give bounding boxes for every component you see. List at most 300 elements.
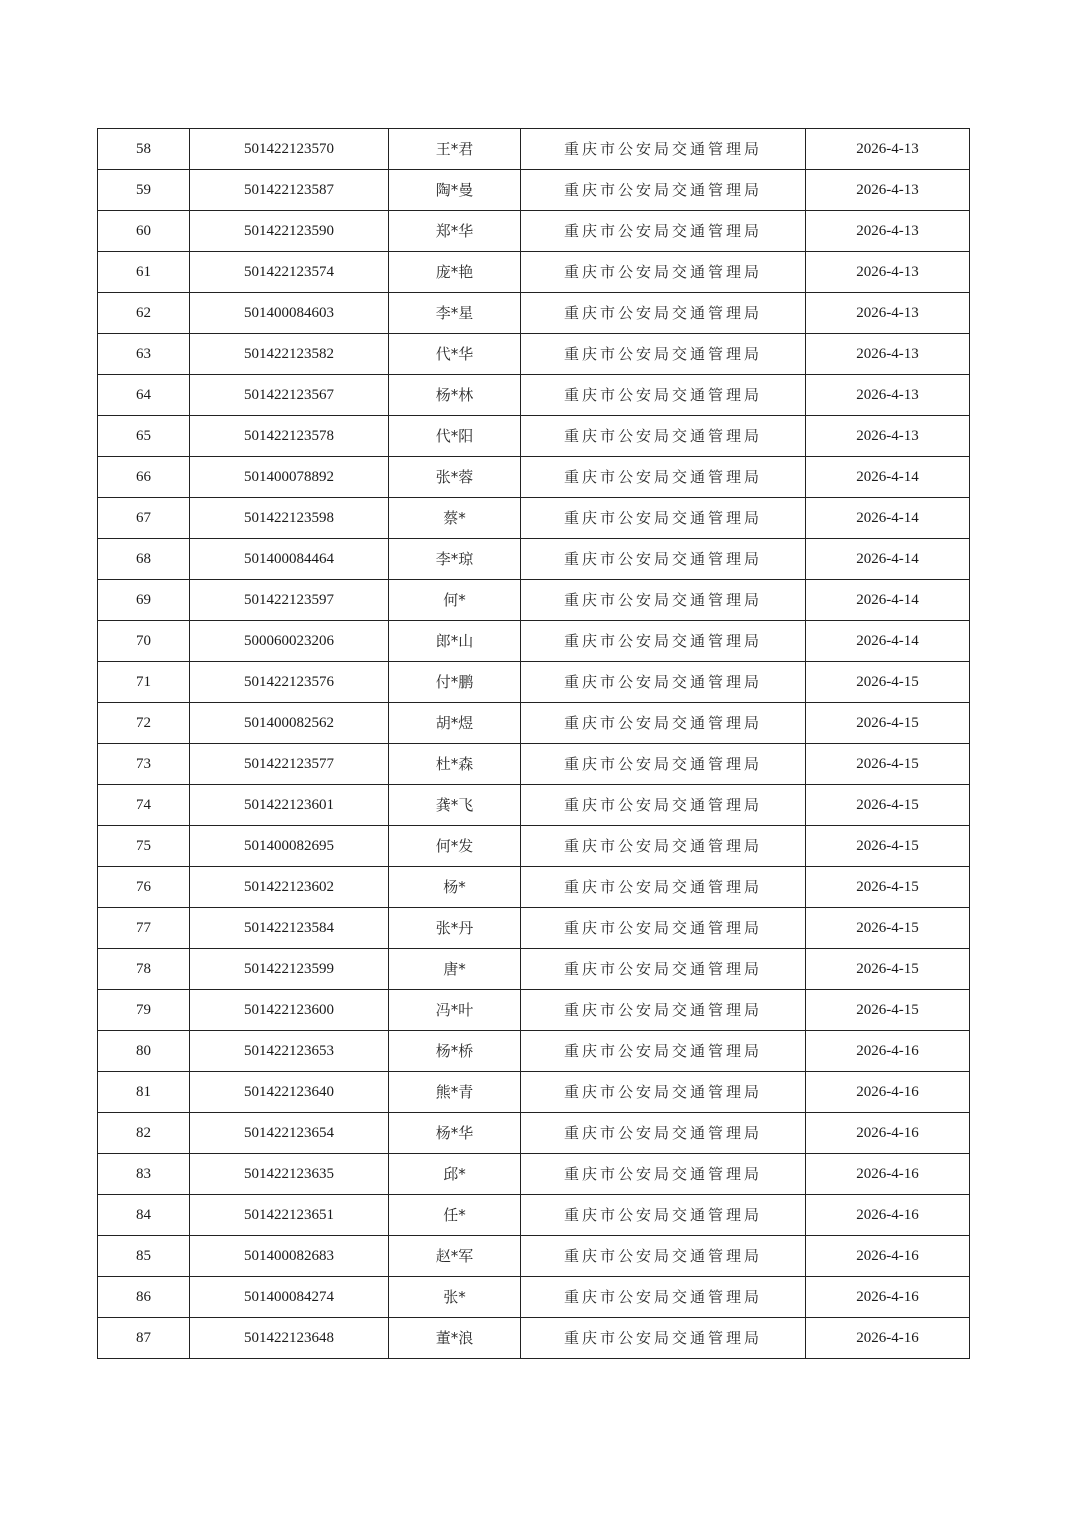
person-name-text: 唐* (443, 960, 466, 978)
issuing-authority-cell (521, 990, 806, 1031)
person-name-text: 何* (443, 591, 466, 609)
certificate-number-text: 501422123600 (244, 1002, 334, 1018)
row-index-text: 61 (136, 264, 151, 280)
certificate-number-cell (190, 416, 389, 457)
certificate-number-cell (190, 170, 389, 211)
date-cell (806, 1318, 970, 1359)
date-cell (806, 1277, 970, 1318)
certificate-number-cell (190, 1072, 389, 1113)
date-cell (806, 1154, 970, 1195)
person-name-text: 杨*林 (435, 386, 474, 404)
date-text: 2026-4-16 (856, 1166, 919, 1182)
certificate-number-text: 501400082683 (244, 1248, 334, 1264)
issuing-authority-text: 重庆市公安局交通管理局 (563, 960, 762, 978)
issuing-authority-cell (521, 949, 806, 990)
certificate-number-text: 501422123654 (244, 1125, 334, 1141)
date-text: 2026-4-16 (856, 1289, 919, 1305)
date-text: 2026-4-14 (856, 510, 919, 526)
issuing-authority-cell (521, 252, 806, 293)
row-index-cell (98, 949, 190, 990)
certificate-number-text: 501422123570 (244, 141, 334, 157)
certificate-number-text: 501422123576 (244, 674, 334, 690)
table-row (98, 539, 970, 580)
issuing-authority-cell (521, 1113, 806, 1154)
issuing-authority-cell (521, 416, 806, 457)
date-cell (806, 703, 970, 744)
certificate-number-cell (190, 785, 389, 826)
row-index-text: 80 (136, 1043, 151, 1059)
table-row (98, 744, 970, 785)
table-row (98, 703, 970, 744)
row-index-text: 64 (136, 387, 151, 403)
issuing-authority-cell (521, 1154, 806, 1195)
certificate-number-cell (190, 1195, 389, 1236)
certificate-number-cell (190, 539, 389, 580)
date-text: 2026-4-14 (856, 551, 919, 567)
row-index-text: 63 (136, 346, 151, 362)
table-row (98, 1072, 970, 1113)
person-name-text: 张* (443, 1288, 466, 1306)
row-index-cell (98, 334, 190, 375)
issuing-authority-cell (521, 498, 806, 539)
table-row (98, 867, 970, 908)
issuing-authority-text: 重庆市公安局交通管理局 (563, 386, 762, 404)
date-cell (806, 580, 970, 621)
row-index-text: 67 (136, 510, 151, 526)
row-index-cell (98, 867, 190, 908)
date-cell (806, 252, 970, 293)
row-index-cell (98, 293, 190, 334)
row-index-text: 68 (136, 551, 151, 567)
row-index-text: 83 (136, 1166, 151, 1182)
certificate-number-text: 501422123578 (244, 428, 334, 444)
issuing-authority-text: 重庆市公安局交通管理局 (563, 714, 762, 732)
date-cell (806, 539, 970, 580)
certificate-number-text: 501422123574 (244, 264, 334, 280)
row-index-text: 58 (136, 141, 151, 157)
person-name-text: 胡*煜 (435, 714, 474, 732)
certificate-number-text: 501422123584 (244, 920, 334, 936)
date-text: 2026-4-13 (856, 264, 919, 280)
table-row (98, 1154, 970, 1195)
table-row (98, 293, 970, 334)
person-name-cell (389, 826, 521, 867)
issuing-authority-text: 重庆市公安局交通管理局 (563, 1001, 762, 1019)
person-name-cell (389, 1113, 521, 1154)
issuing-authority-cell (521, 908, 806, 949)
row-index-cell (98, 908, 190, 949)
person-name-text: 赵*军 (435, 1247, 474, 1265)
person-name-text: 熊*青 (435, 1083, 474, 1101)
issuing-authority-text: 重庆市公安局交通管理局 (563, 837, 762, 855)
row-index-text: 62 (136, 305, 151, 321)
issuing-authority-text: 重庆市公安局交通管理局 (563, 632, 762, 650)
date-cell (806, 375, 970, 416)
table-row (98, 908, 970, 949)
issuing-authority-text: 重庆市公安局交通管理局 (563, 550, 762, 568)
issuing-authority-cell (521, 1236, 806, 1277)
person-name-text: 董*浪 (435, 1329, 474, 1347)
roster-table (97, 128, 970, 1359)
table-row (98, 826, 970, 867)
person-name-text: 龚*飞 (435, 796, 474, 814)
issuing-authority-text: 重庆市公安局交通管理局 (563, 304, 762, 322)
issuing-authority-text: 重庆市公安局交通管理局 (563, 878, 762, 896)
row-index-text: 84 (136, 1207, 151, 1223)
date-cell (806, 1031, 970, 1072)
row-index-cell (98, 1195, 190, 1236)
issuing-authority-text: 重庆市公安局交通管理局 (563, 345, 762, 363)
row-index-cell (98, 539, 190, 580)
date-cell (806, 826, 970, 867)
date-cell (806, 744, 970, 785)
date-text: 2026-4-13 (856, 305, 919, 321)
date-text: 2026-4-13 (856, 387, 919, 403)
person-name-cell (389, 1195, 521, 1236)
issuing-authority-text: 重庆市公安局交通管理局 (563, 1083, 762, 1101)
person-name-text: 任* (443, 1206, 466, 1224)
row-index-text: 79 (136, 1002, 151, 1018)
row-index-cell (98, 662, 190, 703)
date-text: 2026-4-16 (856, 1207, 919, 1223)
date-text: 2026-4-15 (856, 1002, 919, 1018)
issuing-authority-cell (521, 170, 806, 211)
date-cell (806, 334, 970, 375)
certificate-number-text: 501422123635 (244, 1166, 334, 1182)
person-name-text: 杜*森 (435, 755, 474, 773)
certificate-number-text: 501422123602 (244, 879, 334, 895)
table-row (98, 990, 970, 1031)
table-row (98, 211, 970, 252)
certificate-number-cell (190, 1277, 389, 1318)
row-index-cell (98, 1154, 190, 1195)
row-index-cell (98, 211, 190, 252)
certificate-number-text: 501422123601 (244, 797, 334, 813)
row-index-cell (98, 1236, 190, 1277)
person-name-text: 杨* (443, 878, 466, 896)
person-name-cell (389, 1318, 521, 1359)
table-row (98, 457, 970, 498)
row-index-text: 82 (136, 1125, 151, 1141)
row-index-cell (98, 580, 190, 621)
certificate-number-cell (190, 334, 389, 375)
person-name-cell (389, 703, 521, 744)
date-text: 2026-4-15 (856, 879, 919, 895)
issuing-authority-text: 重庆市公安局交通管理局 (563, 673, 762, 691)
person-name-cell (389, 539, 521, 580)
person-name-text: 王*君 (435, 140, 474, 158)
person-name-cell (389, 621, 521, 662)
row-index-cell (98, 785, 190, 826)
certificate-number-text: 501422123598 (244, 510, 334, 526)
row-index-cell (98, 826, 190, 867)
certificate-number-text: 501422123651 (244, 1207, 334, 1223)
certificate-number-text: 501400084603 (244, 305, 334, 321)
issuing-authority-cell (521, 662, 806, 703)
date-cell (806, 498, 970, 539)
issuing-authority-cell (521, 621, 806, 662)
issuing-authority-cell (521, 293, 806, 334)
date-cell (806, 908, 970, 949)
certificate-number-cell (190, 703, 389, 744)
table-row (98, 375, 970, 416)
issuing-authority-text: 重庆市公安局交通管理局 (563, 181, 762, 199)
row-index-cell (98, 1072, 190, 1113)
date-text: 2026-4-15 (856, 797, 919, 813)
certificate-number-text: 501422123648 (244, 1330, 334, 1346)
issuing-authority-cell (521, 1072, 806, 1113)
person-name-cell (389, 908, 521, 949)
certificate-number-text: 501422123640 (244, 1084, 334, 1100)
table-row (98, 621, 970, 662)
certificate-number-text: 501400082562 (244, 715, 334, 731)
person-name-text: 杨*桥 (435, 1042, 474, 1060)
certificate-number-text: 501422123590 (244, 223, 334, 239)
row-index-text: 77 (136, 920, 151, 936)
table-row (98, 1195, 970, 1236)
person-name-cell (389, 867, 521, 908)
issuing-authority-text: 重庆市公安局交通管理局 (563, 427, 762, 445)
row-index-text: 78 (136, 961, 151, 977)
date-text: 2026-4-15 (856, 920, 919, 936)
row-index-text: 66 (136, 469, 151, 485)
certificate-number-cell (190, 990, 389, 1031)
certificate-number-cell (190, 1154, 389, 1195)
row-index-cell (98, 457, 190, 498)
date-text: 2026-4-16 (856, 1330, 919, 1346)
row-index-cell (98, 621, 190, 662)
date-text: 2026-4-16 (856, 1125, 919, 1141)
table-row (98, 1113, 970, 1154)
person-name-cell (389, 949, 521, 990)
person-name-cell (389, 416, 521, 457)
issuing-authority-text: 重庆市公安局交通管理局 (563, 919, 762, 937)
row-index-cell (98, 703, 190, 744)
person-name-text: 庞*艳 (435, 263, 474, 281)
certificate-number-text: 501400078892 (244, 469, 334, 485)
row-index-cell (98, 1318, 190, 1359)
row-index-cell (98, 744, 190, 785)
table-row (98, 416, 970, 457)
certificate-number-cell (190, 498, 389, 539)
issuing-authority-text: 重庆市公安局交通管理局 (563, 140, 762, 158)
issuing-authority-cell (521, 457, 806, 498)
table-row (98, 580, 970, 621)
person-name-text: 郑*华 (435, 222, 474, 240)
row-index-text: 81 (136, 1084, 151, 1100)
person-name-text: 代*阳 (435, 427, 474, 445)
certificate-number-cell (190, 949, 389, 990)
person-name-text: 代*华 (435, 345, 474, 363)
issuing-authority-cell (521, 334, 806, 375)
date-text: 2026-4-15 (856, 961, 919, 977)
issuing-authority-cell (521, 129, 806, 170)
person-name-cell (389, 211, 521, 252)
certificate-number-cell (190, 1031, 389, 1072)
row-index-text: 73 (136, 756, 151, 772)
date-cell (806, 785, 970, 826)
issuing-authority-cell (521, 1318, 806, 1359)
certificate-number-text: 501400082695 (244, 838, 334, 854)
certificate-number-cell (190, 1236, 389, 1277)
person-name-text: 陶*曼 (435, 181, 474, 199)
date-cell (806, 662, 970, 703)
person-name-cell (389, 334, 521, 375)
issuing-authority-cell (521, 1195, 806, 1236)
date-text: 2026-4-13 (856, 223, 919, 239)
issuing-authority-text: 重庆市公安局交通管理局 (563, 755, 762, 773)
issuing-authority-cell (521, 867, 806, 908)
issuing-authority-cell (521, 580, 806, 621)
person-name-text: 何*发 (435, 837, 474, 855)
row-index-cell (98, 129, 190, 170)
issuing-authority-text: 重庆市公安局交通管理局 (563, 1247, 762, 1265)
certificate-number-text: 500060023206 (244, 633, 334, 649)
person-name-cell (389, 785, 521, 826)
row-index-cell (98, 1031, 190, 1072)
row-index-text: 65 (136, 428, 151, 444)
date-cell (806, 170, 970, 211)
row-index-text: 85 (136, 1248, 151, 1264)
row-index-text: 60 (136, 223, 151, 239)
table-row (98, 252, 970, 293)
person-name-cell (389, 375, 521, 416)
certificate-number-text: 501422123587 (244, 182, 334, 198)
certificate-number-cell (190, 129, 389, 170)
person-name-text: 张*蓉 (435, 468, 474, 486)
certificate-number-cell (190, 580, 389, 621)
issuing-authority-text: 重庆市公安局交通管理局 (563, 468, 762, 486)
issuing-authority-cell (521, 826, 806, 867)
date-cell (806, 867, 970, 908)
issuing-authority-cell (521, 375, 806, 416)
row-index-text: 86 (136, 1289, 151, 1305)
row-index-cell (98, 375, 190, 416)
certificate-number-cell (190, 908, 389, 949)
row-index-cell (98, 498, 190, 539)
person-name-cell (389, 744, 521, 785)
table-row (98, 662, 970, 703)
table-row (98, 129, 970, 170)
person-name-cell (389, 252, 521, 293)
person-name-text: 郎*山 (435, 632, 474, 650)
row-index-text: 74 (136, 797, 151, 813)
issuing-authority-text: 重庆市公安局交通管理局 (563, 263, 762, 281)
certificate-number-text: 501422123599 (244, 961, 334, 977)
issuing-authority-text: 重庆市公安局交通管理局 (563, 1124, 762, 1142)
row-index-text: 76 (136, 879, 151, 895)
issuing-authority-text: 重庆市公安局交通管理局 (563, 796, 762, 814)
row-index-text: 72 (136, 715, 151, 731)
certificate-number-cell (190, 1113, 389, 1154)
issuing-authority-cell (521, 744, 806, 785)
date-cell (806, 293, 970, 334)
issuing-authority-cell (521, 211, 806, 252)
certificate-number-cell (190, 662, 389, 703)
date-cell (806, 949, 970, 990)
person-name-text: 付*鹏 (435, 673, 474, 691)
table-row (98, 1277, 970, 1318)
date-text: 2026-4-16 (856, 1248, 919, 1264)
issuing-authority-cell (521, 539, 806, 580)
person-name-text: 杨*华 (435, 1124, 474, 1142)
row-index-cell (98, 990, 190, 1031)
person-name-text: 蔡* (443, 509, 466, 527)
person-name-text: 张*丹 (435, 919, 474, 937)
table-row (98, 785, 970, 826)
date-text: 2026-4-16 (856, 1043, 919, 1059)
table-row (98, 498, 970, 539)
certificate-number-cell (190, 826, 389, 867)
issuing-authority-text: 重庆市公安局交通管理局 (563, 1329, 762, 1347)
certificate-number-cell (190, 252, 389, 293)
person-name-cell (389, 170, 521, 211)
table-row (98, 1236, 970, 1277)
certificate-number-text: 501422123567 (244, 387, 334, 403)
table-row (98, 949, 970, 990)
person-name-text: 邱* (443, 1165, 466, 1183)
issuing-authority-text: 重庆市公安局交通管理局 (563, 1288, 762, 1306)
certificate-number-text: 501422123582 (244, 346, 334, 362)
certificate-number-cell (190, 457, 389, 498)
person-name-cell (389, 1277, 521, 1318)
date-cell (806, 1072, 970, 1113)
certificate-number-cell (190, 744, 389, 785)
issuing-authority-text: 重庆市公安局交通管理局 (563, 1206, 762, 1224)
row-index-cell (98, 170, 190, 211)
date-text: 2026-4-13 (856, 428, 919, 444)
row-index-text: 87 (136, 1330, 151, 1346)
person-name-cell (389, 990, 521, 1031)
date-text: 2026-4-13 (856, 182, 919, 198)
certificate-number-cell (190, 211, 389, 252)
date-cell (806, 211, 970, 252)
certificate-number-cell (190, 1318, 389, 1359)
date-cell (806, 1195, 970, 1236)
certificate-number-text: 501422123577 (244, 756, 334, 772)
date-text: 2026-4-16 (856, 1084, 919, 1100)
issuing-authority-text: 重庆市公安局交通管理局 (563, 1042, 762, 1060)
table-row (98, 334, 970, 375)
row-index-text: 59 (136, 182, 151, 198)
date-text: 2026-4-15 (856, 715, 919, 731)
roster-table-body (98, 129, 970, 1359)
issuing-authority-text: 重庆市公安局交通管理局 (563, 222, 762, 240)
date-cell (806, 1236, 970, 1277)
person-name-cell (389, 1236, 521, 1277)
person-name-cell (389, 1031, 521, 1072)
date-text: 2026-4-14 (856, 592, 919, 608)
date-cell (806, 621, 970, 662)
person-name-text: 李*星 (435, 304, 474, 322)
table-row (98, 1031, 970, 1072)
person-name-cell (389, 498, 521, 539)
date-text: 2026-4-14 (856, 633, 919, 649)
person-name-cell (389, 1154, 521, 1195)
issuing-authority-cell (521, 1031, 806, 1072)
date-text: 2026-4-15 (856, 674, 919, 690)
date-cell (806, 1113, 970, 1154)
date-cell (806, 990, 970, 1031)
issuing-authority-cell (521, 703, 806, 744)
date-text: 2026-4-15 (856, 756, 919, 772)
date-text: 2026-4-15 (856, 838, 919, 854)
person-name-cell (389, 457, 521, 498)
certificate-number-text: 501400084274 (244, 1289, 334, 1305)
person-name-text: 冯*叶 (435, 1001, 474, 1019)
date-cell (806, 416, 970, 457)
issuing-authority-text: 重庆市公安局交通管理局 (563, 509, 762, 527)
